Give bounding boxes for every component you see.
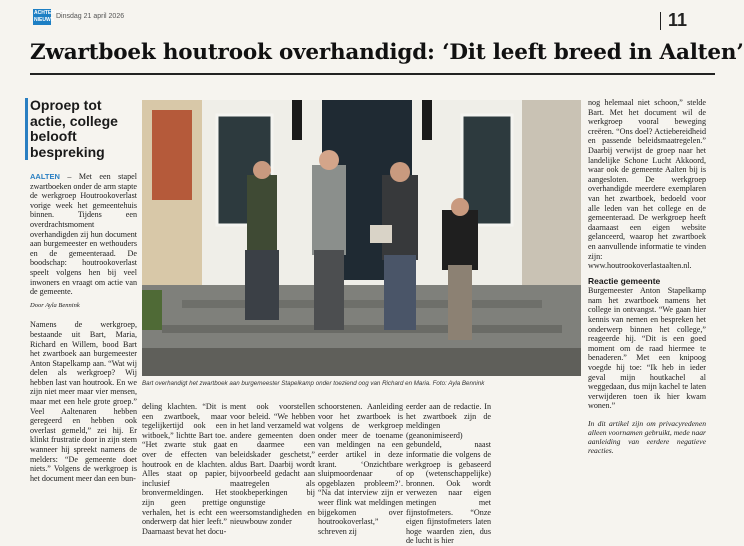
article-headline: Zwartboek houtrook overhandigd: ‘Dit leeft breed in Aalten’ [30, 40, 744, 65]
article-subhead: Oproep tot actie, college belooft bespreking [30, 97, 118, 160]
dateline-place: AALTEN [30, 172, 60, 181]
section-heading-reactie: Reactie gemeente [588, 275, 661, 286]
article-photo [142, 100, 581, 376]
headline-rule [30, 73, 715, 75]
article-body-col-3: schoorstenen. Aanleiding voor het zwartboek is volgens de werkgroep onder meer de toename van meldingen na een eerder artikel in deze krant. ‘Onzichtbare sluipmoordenaar of opgeblazen probleem?’. “Na dat interview zijn er weer flink wat meldingen bijgekomen over houtrookoverlast,” schreven zij [318, 402, 403, 536]
article-body-col-4: eerder aan de redactie. In het zwartboek zijn de meldingen (geanonimiseerd) gebundeld, naast informatie die volgens de werkgroep is gebaseerd op (wetenschappelijke) bronnen. Ook wordt verwezen naar eigen metingen met fijnstofmeters. “Onze eigen fijnstofmeters laten hoge waarden zien, dus de lucht is hier [406, 402, 491, 546]
article-body-col-1: deling klachten. “Dit is een zwartboek, maar tegelijkertijd ook een witboek,” lichtte Bart toe. “Het zwarte stuk gaat over de effecten van houtrook en de klachten. Alles staat op papier, inclusief bronvermeldingen. Het zijn geen prettige verhalen, het is echt een onderwerp dat hier leeft.” Daarnaast bevat het docu- [142, 402, 227, 536]
article-body-col-2: ment ook voorstellen voor beleid. “We hebben in het land verzameld wat andere gemeenten doen en daarmee een beleidskader geschetst,” aldus Bart. Daarbij wordt bijvoorbeeld gedacht aan maatregelen als stookbeperkingen bij ongunstige weersomstandigheden en nieuwbouw zonder [230, 402, 315, 527]
subhead-accent-bar [25, 98, 28, 160]
article-body-right-2: Burgemeester Anton Stapelkamp nam het zwartboek namens het college in ontvangst. “We gaan hier kennis van nemen en bespreken het onderwerp binnen het college,” reageerde hij. “Dit is een goed moment om de raad hiermee te benaderen.” Met een knipoog voegde hij toe: “Ik heb in ieder geval mijn houtkachel al weggedaan, dus mijn kachel te laten verwijderen toen ik hier kwam wonen.” [588, 286, 706, 411]
article-body-right: nog helemaal niet schoon,” stelde Bart. Met het document wil de werkgroep vooral beweging creëren. “Ons doel? Actiebereidheid en passende beleidsmaatregelen.” Daarbij verwijst de groep naar het landelijke Schone Lucht Akkoord, waar ook de gemeente Aalten bij is aangesloten. De werkgroep overhandigde meerdere exemplaren van het zwartboek, bedoeld voor alle leden van het college en de gemeenteraad. De werkgroep heeft daarnaast een eigen website gelanceerd, waarop het zwartboek en aanvullende informatie te vinden zijn: www.houtrookoverlastaalten.nl. [588, 98, 706, 271]
page-number: 11 [668, 10, 688, 30]
page-number-divider [660, 12, 661, 30]
newspaper-logo: ACHTERHOEK NIEUWS [34, 10, 70, 23]
page-header [0, 0, 720, 40]
photo-caption: Bart overhandigt het zwartboek aan burgemeester Stapelkamp onder toeziend oog van Richard en Maria. Foto: Ayla Bennink [142, 380, 485, 387]
issue-date: Dinsdag 21 april 2026 [56, 13, 125, 20]
photo-illustration [142, 100, 581, 376]
article-author: Door Ayla Bennink [30, 301, 80, 309]
privacy-note: In dit artikel zijn om privacyredenen alleen voornamen gebruikt, mede naar aanleiding van eerdere negatieve reacties. [588, 419, 706, 455]
left-column [30, 98, 137, 483]
article-intro: AALTEN – Met een stapel zwartboeken onder de arm stapte de werkgroep Houtrookoverlast vorige week het gemeentehuis binnen. Tijdens een overdrachtsmoment overhandigden zij hun document aan burgemeester en wethouders en de gemeenteraad. De boodschap: houtrookoverlast speelt volgens hen bij veel inwoners en vraagt om actie van de gemeente. [30, 172, 137, 297]
article-body-left: Namens de werkgroep, bestaande uit Bart, Maria, Richard en Willem, bood Bart het zwartboek aan burgemeester Anton Stapelkamp aan. “Wat wij delen als werkgroep? Wij hebben last van houtrook. En we zijn niet meer maar vier mensen, maar met een hele grote groep.” Veel Aaltenaren hebben geregeerd en hebben ook overlast gemeld,” zei hij. Er klinkt frustratie door in zijn stem wanneer hij spreekt namens de melders: “De gemeente doet niets.” Volgens de werkgroep is het document meer dan een bun- [30, 320, 137, 483]
right-column [588, 98, 706, 455]
